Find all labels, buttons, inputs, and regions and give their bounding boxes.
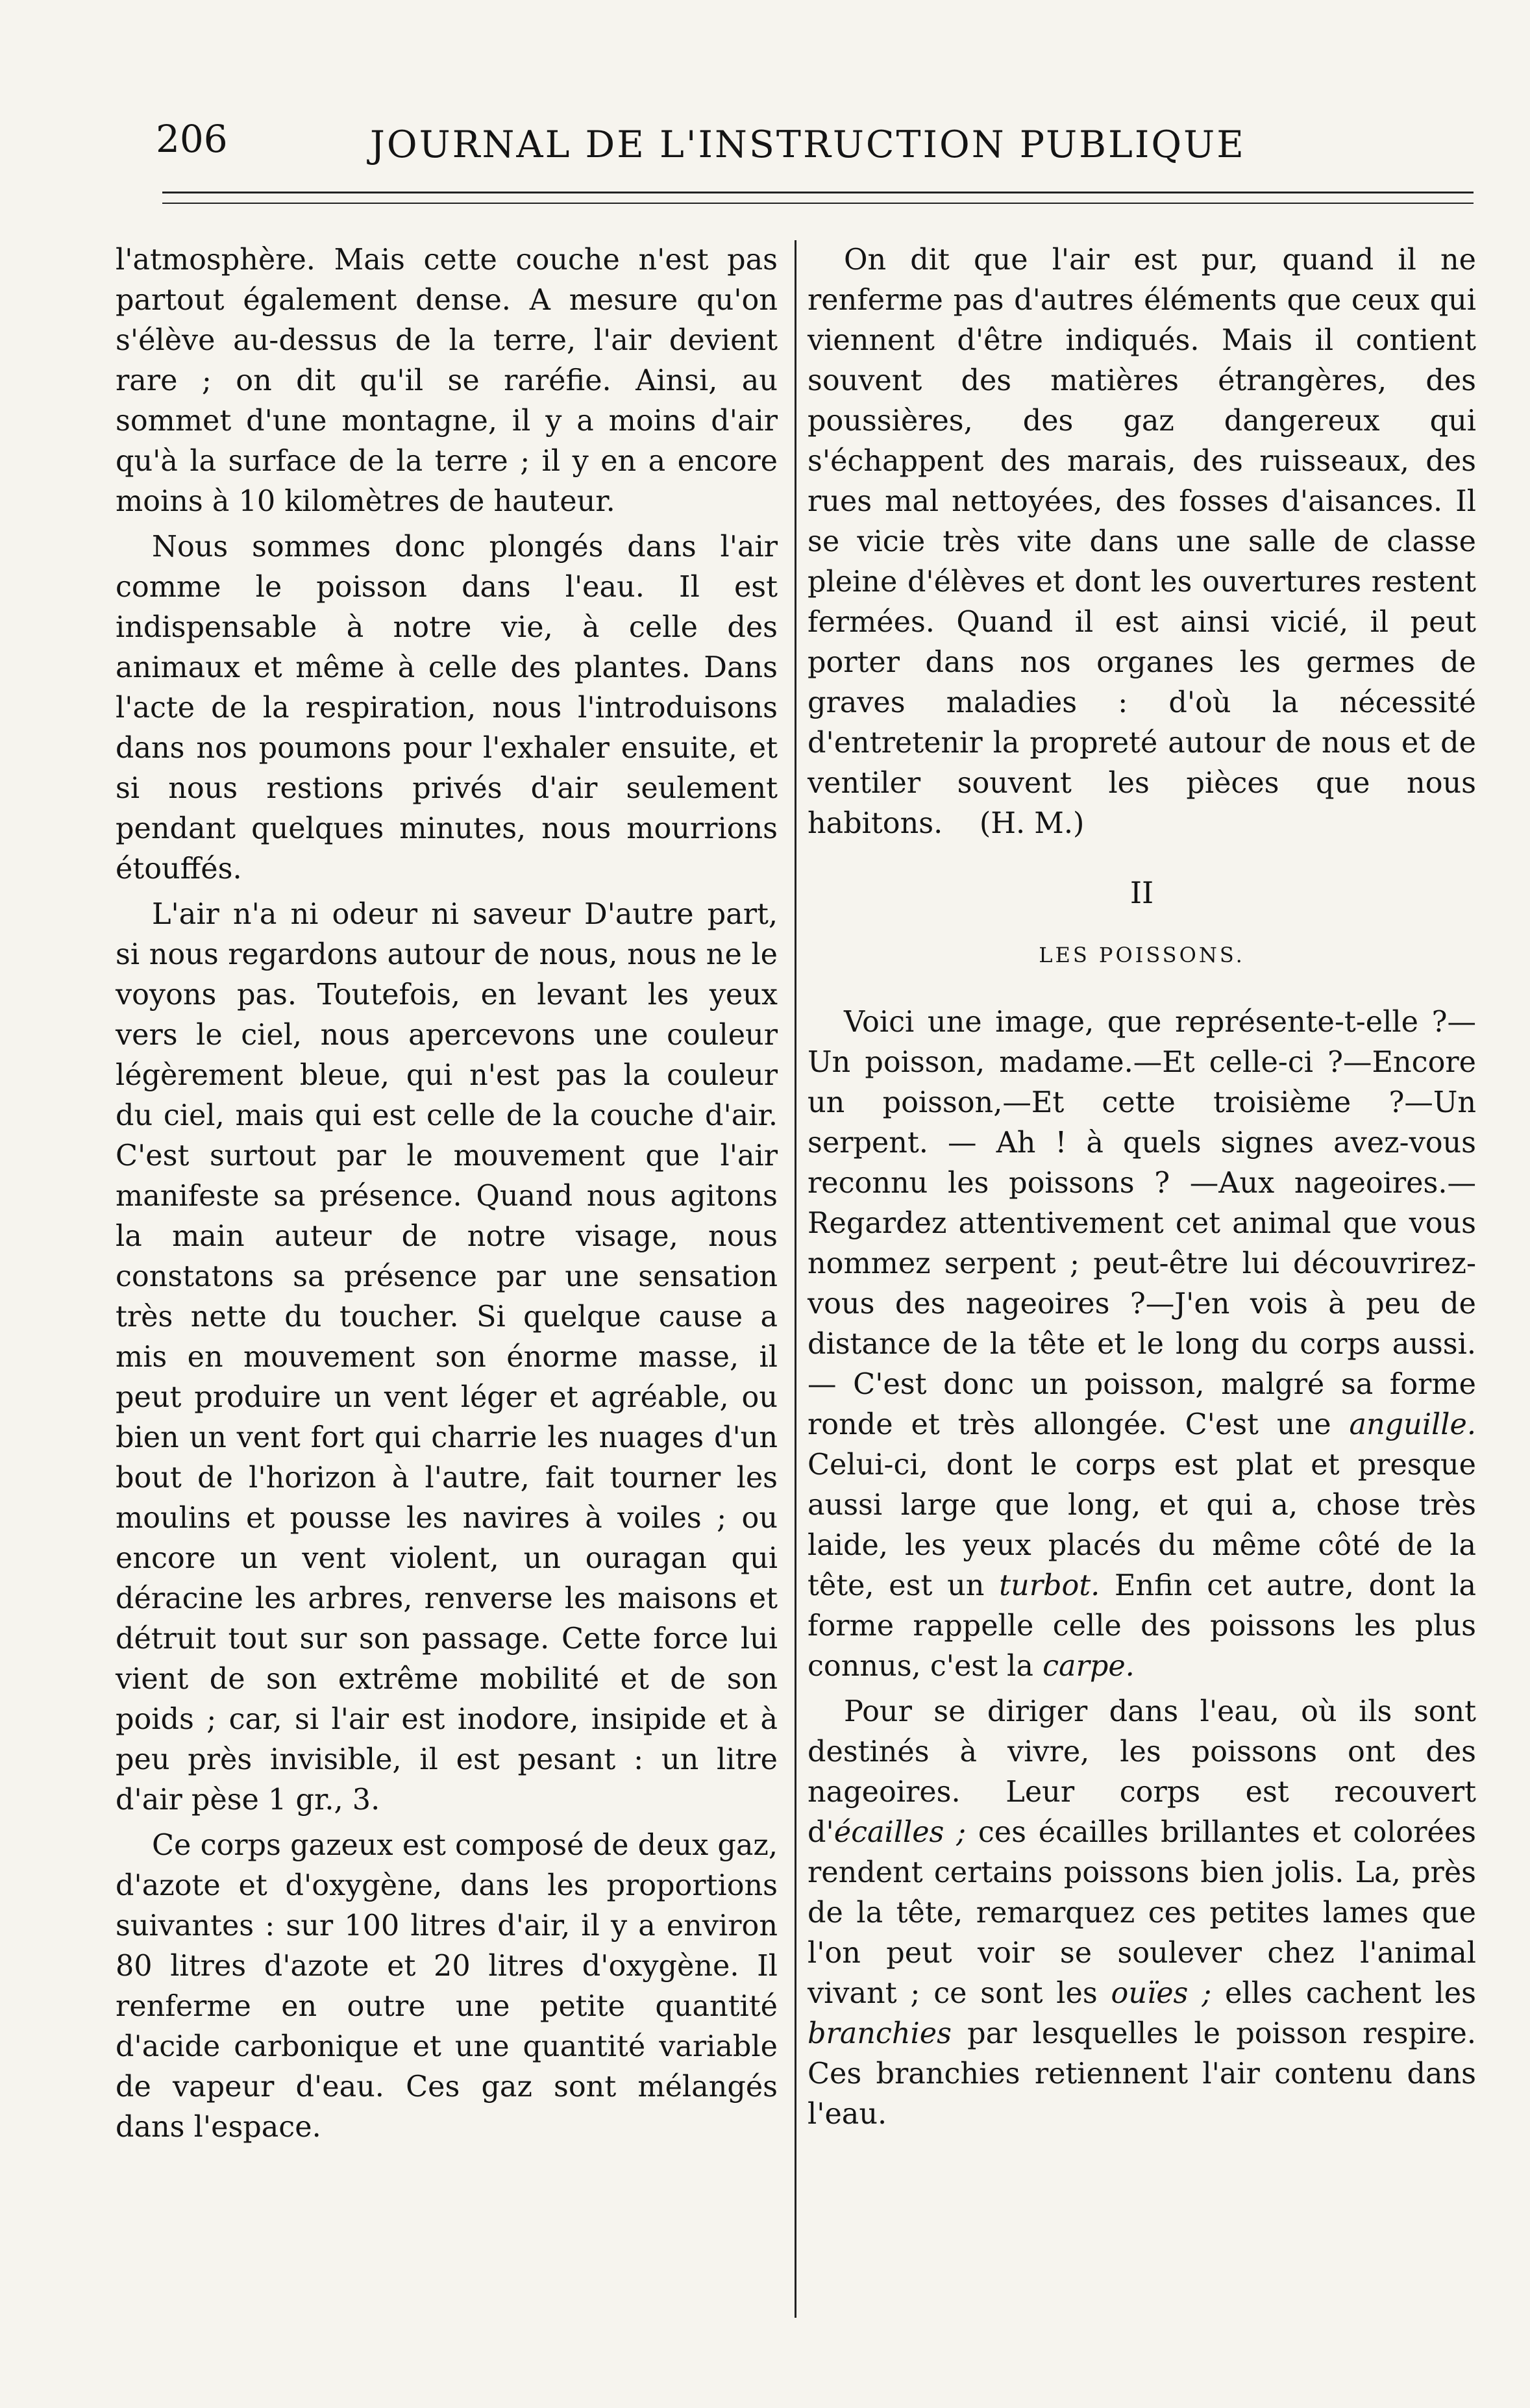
term-ecailles: écailles ;	[833, 1816, 967, 1849]
paragraph-pure-air-text: On dit que l'air est pur, quand il ne renferme pas d'autres éléments que ceux qui viennent d'être indiqués. Mais il contient souvent des matières étrangères, des poussières, des gaz dangereux qui s'échappent des marais, des ruisseaux, des rues mal nettoyées, des fosses d'aisances. Il se vicie très vite dans une salle de classe pleine d'élèves et dont les ouvertures restent fermées. Quand il est ainsi vicié, il peut porter dans nos organes les germes de graves maladies : d'où la nécessité d'entretenir la propreté autour de nous et de ventiler souvent les pièces que nous habitons.	[808, 243, 1476, 840]
section-number: II	[1129, 875, 1154, 910]
anatomy-text-d: par lesquelles le poisson respire. Ces branchies retiennent l'air contenu dans l'eau.	[808, 2017, 1476, 2131]
anatomy-text-b: ces écailles brillantes et colorées rendent certains poissons bien jolis. La, près de la tête, remarquez ces petites lames que l'on peut voir se soulever chez l'animal vivant ; ce sont les	[808, 1816, 1477, 2010]
paragraph-respiration: Nous sommes donc plongés dans l'air comme le poisson dans l'eau. Il est indispensable à notre vie, à celle des animaux et même à celle des plantes. Dans l'acte de la respiration, nous l'introduisons dans nos poumons pour l'exhaler ensuite, et si nous restions privés d'air seulement pendant quelques minutes, nous mourrions étouffés.	[116, 530, 778, 886]
header-rule-bottom	[162, 203, 1474, 204]
anatomy-text-c: elles cachent les	[1225, 1977, 1476, 2010]
author-signature: (H. M.)	[979, 807, 1085, 840]
paragraph-fish-images	[808, 1002, 1476, 1687]
running-title: JOURNAL DE L'INSTRUCTION PUBLIQUE	[370, 123, 1246, 166]
anatomy-text-a: Pour se diriger dans l'eau, où ils sont destinés à vivre, les poissons ont des nageoires. Leur corps est recouvert d'	[808, 1695, 1476, 1849]
right-column	[808, 240, 1476, 2140]
term-ouies: ouïes ;	[1111, 1977, 1212, 2010]
page-number: 206	[156, 117, 228, 161]
section-title: LES POISSONS.	[1039, 943, 1245, 967]
term-carpe: carpe.	[1043, 1650, 1135, 1683]
paragraph-pure-air	[808, 240, 1476, 844]
paragraph-composition: Ce corps gazeux est composé de deux gaz, d'azote et d'oxygène, dans les proportions suivantes : sur 100 litres d'air, il y a environ 80 litres d'azote et 20 litres d'oxygène. Il renferme en outre une petite quantité d'acide carbonique et une quantité variable de vapeur d'eau. Ces gaz sont mélangés dans l'espace.	[116, 1829, 778, 2144]
paragraph-fish-anatomy	[808, 1692, 1476, 2135]
fish-text-a: Voici une image, que représente-t-elle ?—Un poisson, madame.—Et celle-ci ?—Encore un poisson,—Et cette troisième ?—Un serpent. — Ah ! à quels signes avez-vous reconnu les poissons ? —Aux nageoires.—Regardez attentivement cet animal que vous nommez serpent ; peut-être lui découvrirez-vous des nageoires ?—J'en vois à peu de distance de la tête et le long du corps aussi.— C'est donc un poisson, malgré sa forme ronde et très allongée. C'est une	[808, 1006, 1476, 1441]
header-rule-top	[162, 192, 1474, 193]
column-divider	[795, 240, 796, 2318]
term-branchies: branchies	[808, 2017, 952, 2050]
page-header	[156, 117, 1480, 188]
paragraph-atmosphere: l'atmosphère. Mais cette couche n'est pas partout également dense. A mesure qu'on s'élève au-dessus de la terre, l'air devient rare ; on dit qu'il se raréfie. Ainsi, au sommet d'une montagne, il y a moins d'air qu'à la surface de la terre ; il y en a encore moins à 10 kilomètres de hauteur.	[116, 243, 778, 518]
left-column	[116, 240, 778, 2153]
fish-text-c: Enfin cet autre, dont la forme rappelle celle des poissons les plus connus, c'est la	[808, 1569, 1476, 1683]
term-anguille: anguille.	[1349, 1408, 1476, 1441]
fish-text-b: Celui-ci, dont le corps est plat et presque aussi large que long, et qui a, chose très laide, les yeux placés du même côté de la tête, est un	[808, 1448, 1476, 1602]
paragraph-air-properties: L'air n'a ni odeur ni saveur D'autre part, si nous regardons autour de nous, nous ne le voyons pas. Toutefois, en levant les yeux vers le ciel, nous apercevons une couleur légèrement bleue, qui n'est pas la couleur du ciel, mais qui est celle de la couche d'air. C'est surtout par le mouvement que l'air manifeste sa présence. Quand nous agitons la main auteur de notre visage, nous constatons sa présence par une sensation très nette du toucher. Si quelque cause a mis en mouvement son énorme masse, il peut produire un vent léger et agréable, ou bien un vent fort qui charrie les nuages d'un bout de l'horizon à l'autre, fait tourner les moulins et pousse les navires à voiles ; ou encore un vent violent, un ouragan qui déracine les arbres, renverse les maisons et détruit tout sur son passage. Cette force lui vient de son extrême mobilité et de son poids ; car, si l'air est inodore, insipide et à peu près invisible, il est pesant : un litre d'air pèse 1 gr., 3.	[116, 898, 778, 1817]
term-turbot: turbot.	[999, 1569, 1100, 1602]
